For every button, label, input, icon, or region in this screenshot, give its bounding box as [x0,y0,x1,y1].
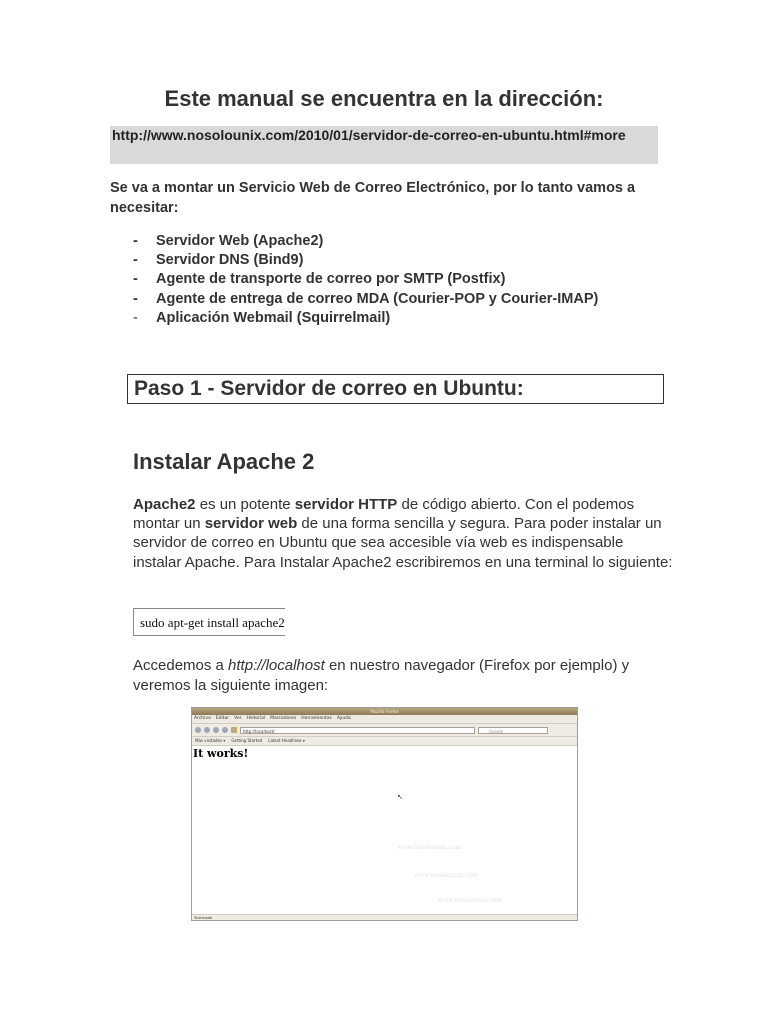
list-dash: - [133,271,138,288]
list-item [133,232,693,251]
intro-text: Se va a montar un Servicio Web de Correo Electrónico, por lo tanto vamos a necesitar: [110,180,636,216]
menu-bar [192,715,577,724]
list-item [133,270,693,289]
address-bar: http://localhost/ [240,727,475,734]
firefox-screenshot [191,707,578,921]
text-span: Accedemos a [133,657,229,674]
bookmark-item: Latest Headlines ▾ [268,738,305,743]
window-titlebar: Mozilla Firefox [192,708,577,715]
bold-text: servidor web [204,515,298,533]
bold-text: servidor HTTP [294,496,398,513]
list-item-text: Aplicación Webmail (Squirrelmail) [156,309,391,326]
command-box: sudo apt-get install apache2 [133,608,285,636]
navigation-bar [192,724,577,737]
bookmarks-bar [192,737,577,746]
search-box: Google [478,727,548,734]
text-span: en nuestro navegador (Firefox por ejemplo) y veremos la siguiente imagen: [133,657,630,694]
bookmark-item: Más visitados ▾ [195,738,226,743]
list-item [133,290,693,309]
list-item [133,251,693,270]
list-item-text: Agente de transporte de correo por SMTP (Postfix) [156,271,506,288]
menu-item: Editar [215,716,230,721]
step-title: Paso 1 - Servidor de correo en Ubuntu: [127,374,664,404]
localhost-link-text: http://localhost [228,657,325,674]
text-span: de código abierto. Con el podemos montar un [133,496,635,533]
watermark: www.nosolounix.com [438,897,502,904]
page-title: Este manual se encuentra en la dirección: [164,86,604,111]
list-item-text: Agente de entrega de correo MDA (Courier-POP y Courier-IMAP) [156,290,599,307]
menu-item: Archivo [194,716,211,721]
list-item [133,309,693,328]
localhost-paragraph [133,656,673,695]
menu-item: Ver [234,716,242,721]
it-works-heading: It works! [193,747,249,760]
requirements-list [133,232,693,328]
stop-icon [222,727,228,733]
back-icon [195,727,201,733]
text-span: de una forma sencilla y segura. Para poder instalar un servidor de correo en Ubuntu que sea accesible vía web es indispensable instalar Apache. Para Instalar Apache2 escribiremos en una terminal lo siguiente: [133,515,673,571]
list-dash: - [133,233,138,249]
apache-paragraph [133,495,673,572]
source-url[interactable]: http://www.nosolounix.com/2010/01/servidor-de-correo-en-ubuntu.html#more [110,126,658,164]
watermark: www.nosolounix.com [397,844,461,851]
menu-item: Marcadores [270,716,297,721]
menu-item: Historial [246,716,266,721]
menu-item: Ayuda [336,716,351,721]
list-dash: - [133,290,138,307]
list-dash: - [133,309,138,326]
list-item-text: Servidor Web (Apache2) [156,233,324,249]
list-dash: - [133,252,138,269]
status-bar: Terminado [192,914,577,920]
menu-item: Herramientas [301,716,332,721]
text-span: es un potente [195,496,295,513]
home-icon [231,727,237,733]
list-item-text: Servidor DNS (Bind9) [156,252,304,269]
reload-icon [213,727,219,733]
bookmark-item: Getting Started [231,738,263,743]
mouse-cursor-icon: ↖ [397,793,403,801]
section-title: Instalar Apache 2 [133,449,315,474]
forward-icon [204,727,210,733]
bold-text: Apache2 [133,496,196,513]
watermark: www.nosolounix.com [414,872,478,879]
